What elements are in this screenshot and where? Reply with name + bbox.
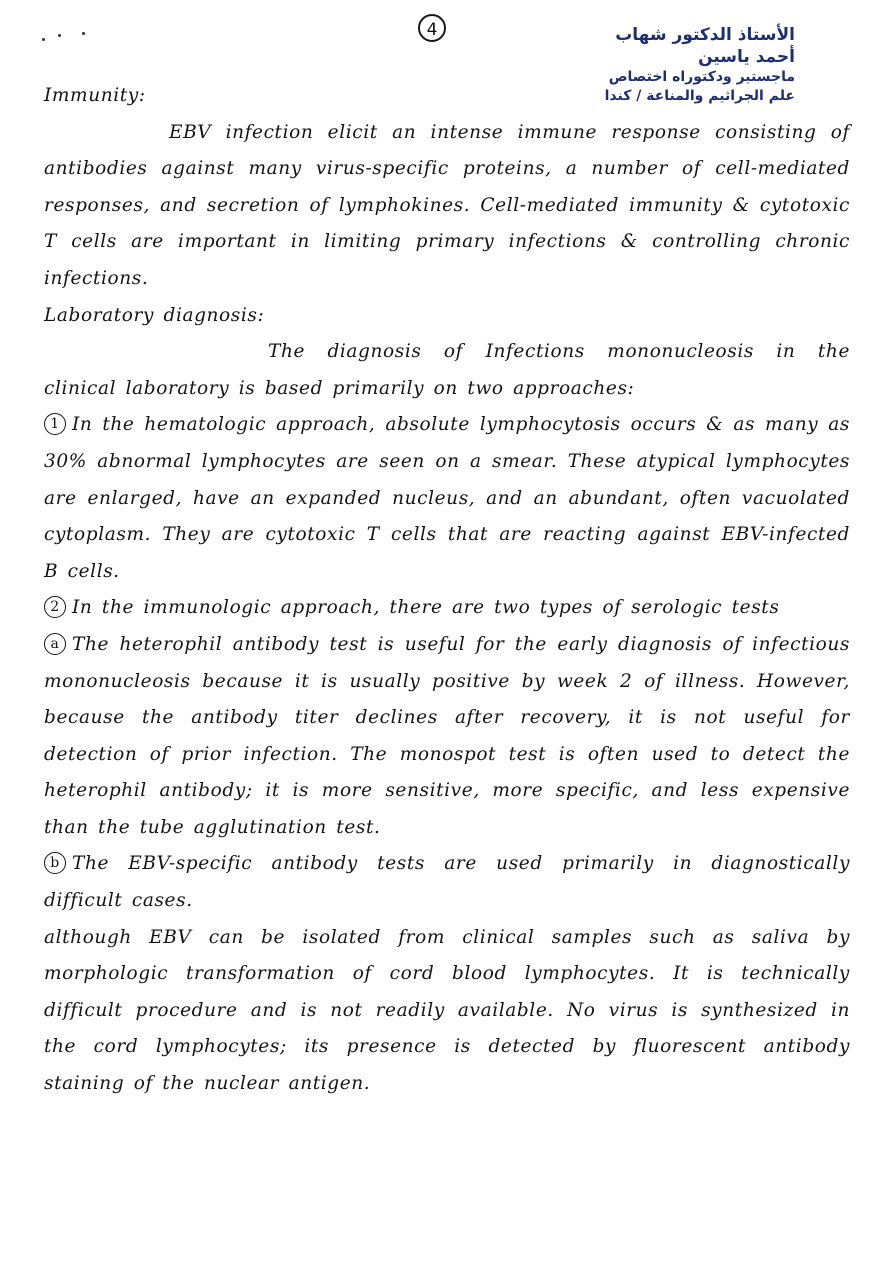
scan-speck <box>42 38 45 41</box>
lab-diagnosis-heading: Laboratory diagnosis: <box>44 304 265 326</box>
list-item-immunologic <box>44 590 850 627</box>
list-item-hematologic <box>44 407 850 590</box>
list-item-ebv-specific-test <box>44 846 850 919</box>
list-item-text: In the hematologic approach, absolute lymphocytosis occurs & as many as 30% abnormal lymphocytes are seen on a smear. These atypical lymphocytes are enlarged, have an expanded nucleus, and an abundant, often vacuolated cytoplasm. They are cytotoxic T cells that are reacting against EBV-infected B cells. <box>44 414 850 582</box>
closing-paragraph: although EBV can be isolated from clinical samples such as saliva by morphologic transformation of cord blood lymphocytes. It is technically difficult procedure and is not readily available. No virus is synthesized in the cord lymphocytes; its presence is detected by fluorescent antibody staining of the nuclear antigen. <box>44 926 850 1095</box>
list-item-heterophil-test <box>44 627 850 847</box>
page-number: 4 <box>426 20 438 40</box>
letterhead-degree: ماجستير ودكتوراه اختصاص <box>608 69 795 85</box>
letterhead-field: علم الجراثيم والمناعة / كندا <box>604 88 795 104</box>
list-marker-2: 2 <box>44 596 66 618</box>
scan-speck <box>58 34 61 37</box>
list-marker-1: 1 <box>44 413 66 435</box>
immunity-paragraph: EBV infection elicit an intense immune response consisting of antibodies against many virus-specific proteins, a number of cell-mediated responses, and secretion of lymphokines. Cell-mediated immunity & cytotoxic T cells are important in limiting primary infections & controlling chronic infections. <box>44 121 850 289</box>
immunity-heading: Immunity: <box>44 85 146 106</box>
list-marker-a: a <box>44 633 66 655</box>
page-number-circle <box>418 14 446 42</box>
letterhead-name: الأستاذ الدكتور شهاب أحمد ياسين <box>615 25 795 67</box>
note-body <box>44 78 850 1103</box>
lab-diagnosis-intro: The diagnosis of Infections mononucleosis in the clinical laboratory is based primarily on two approaches: <box>44 341 850 399</box>
list-item-text: The EBV-specific antibody tests are used primarily in diagnostically difficult cases. <box>44 853 850 912</box>
list-marker-b: b <box>44 852 66 874</box>
list-item-text: In the immunologic approach, there are two types of serologic tests <box>72 597 780 619</box>
list-item-text: The heterophil antibody test is useful for the early diagnosis of infectious mononucleosis because it is usually positive by week 2 of illness. However, because the antibody titer declines after recovery, it is not useful for detection of prior infection. The monospot test is often used to detect the heterophil antibody; it is more sensitive, more specific, and less expensive than the tube agglutination test. <box>44 633 850 838</box>
scan-speck <box>82 32 85 35</box>
